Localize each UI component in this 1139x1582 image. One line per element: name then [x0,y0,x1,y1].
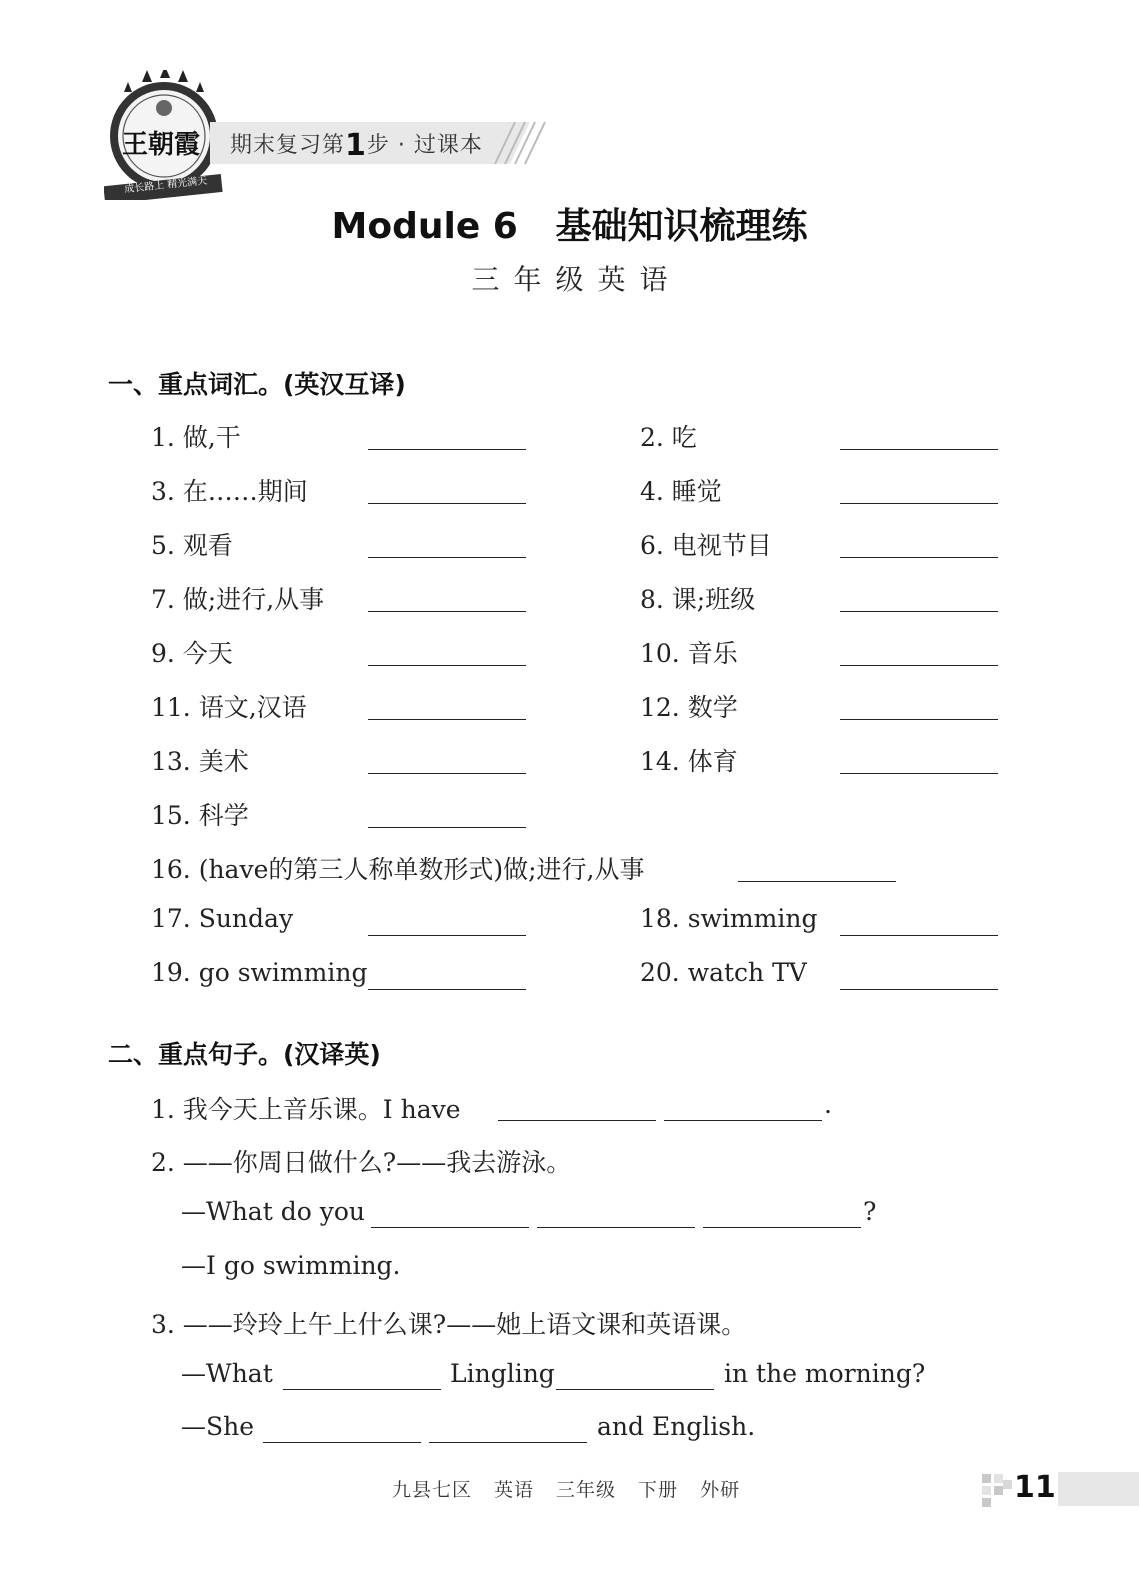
footer-publisher: 外研 [700,1479,741,1501]
vocab-item: 5. 观看 [151,531,233,560]
answer-blank[interactable] [368,827,526,828]
answer-blank[interactable] [368,665,526,666]
vocab-item: 7. 做;进行,从事 [151,585,325,614]
answer-blank[interactable] [840,719,998,720]
answer-blank[interactable] [368,449,526,450]
sentence-q3-line2-b: and English. [597,1412,756,1441]
vocab-item: 11. 语文,汉语 [151,693,307,722]
vocab-item: 2. 吃 [640,423,697,452]
answer-blank[interactable] [283,1389,441,1390]
page-corner-decoration [982,1498,991,1507]
footer-grade: 三年级 [556,1479,617,1501]
page-number-box [1058,1472,1139,1506]
vocab-item: 19. go swimming [151,958,368,987]
vocab-item: 20. watch TV [640,958,807,987]
vocab-item: 18. swimming [640,904,818,933]
page-number: 11 [1014,1470,1056,1505]
answer-blank[interactable] [371,1227,529,1228]
page-corner-decoration [982,1486,991,1495]
vocab-item: 3. 在……期间 [151,477,308,506]
section2-heading: 二、重点句子。(汉译英) [108,1040,381,1069]
answer-blank[interactable] [840,611,998,612]
answer-blank[interactable] [498,1120,656,1121]
vocab-item: 17. Sunday [151,904,294,933]
footer-region: 九县七区 [392,1479,473,1501]
answer-blank[interactable] [429,1442,587,1443]
answer-blank[interactable] [368,611,526,612]
sentence-q3-line1-a: —What [181,1359,273,1388]
answer-blank[interactable] [263,1442,421,1443]
sentence-q2-line1: —What do you [181,1197,365,1226]
sentence-q2-line2: —I go swimming. [181,1251,401,1280]
logo-name: 王朝霞 [122,130,201,160]
vocab-item: 15. 科学 [151,801,249,830]
answer-blank[interactable] [368,719,526,720]
answer-blank[interactable] [840,935,998,936]
answer-blank[interactable] [840,665,998,666]
footer-info [392,1475,762,1502]
page-title: Module 6 基础知识梳理练 [331,206,808,247]
answer-blank[interactable] [368,503,526,504]
sentence-q3-line1-b: Lingling [450,1359,555,1388]
answer-blank[interactable] [368,989,526,990]
sentence-q1-end: . [824,1090,832,1119]
vocab-item: 14. 体育 [640,747,738,776]
banner-prefix: 期末复习第 [230,133,346,158]
answer-blank[interactable] [368,773,526,774]
sentence-q2-line1-end: ? [863,1197,877,1226]
answer-blank[interactable] [840,773,998,774]
vocab-item: 12. 数学 [640,693,738,722]
vocab-item: 16. (have的第三人称单数形式)做;进行,从事 [151,855,645,884]
answer-blank[interactable] [556,1389,714,1390]
answer-blank[interactable] [840,449,998,450]
sentence-q3-prompt: 3. ——玲玲上午上什么课?——她上语文课和英语课。 [151,1310,747,1339]
answer-blank[interactable] [840,557,998,558]
page-corner-decoration [994,1486,1003,1495]
vocab-item: 10. 音乐 [640,639,738,668]
sentence-q3-line2-a: —She [181,1412,255,1441]
page-subtitle: 三年级英语 [471,263,682,296]
vocab-item: 9. 今天 [151,639,233,668]
section1-heading: 一、重点词汇。(英汉互译) [108,370,406,399]
banner-text [230,128,483,163]
answer-blank[interactable] [703,1227,861,1228]
vocab-item: 4. 睡觉 [640,477,722,506]
vocab-item: 8. 课;班级 [640,585,756,614]
vocab-item: 13. 美术 [151,747,249,776]
answer-blank[interactable] [840,503,998,504]
sentence-q2-prompt: 2. ——你周日做什么?——我去游泳。 [151,1148,572,1177]
vocab-item: 6. 电视节目 [640,531,772,560]
answer-blank[interactable] [664,1120,822,1121]
page-corner-decoration [1003,1480,1012,1489]
footer-subject: 英语 [494,1479,535,1501]
answer-blank[interactable] [738,881,896,882]
banner-step: 1 [345,128,367,163]
footer-volume: 下册 [638,1479,679,1501]
banner-suffix: 步 · 过课本 [366,133,483,158]
page-corner-decoration [994,1474,1003,1483]
page-corner-decoration [982,1474,991,1483]
answer-blank[interactable] [840,989,998,990]
sentence-q3-line1-c: in the morning? [724,1359,926,1388]
logo-slogan: 成长路上 精光满天 [123,175,208,196]
sentence-q1-prompt: 1. 我今天上音乐课。I have [151,1095,461,1124]
vocab-item: 1. 做,干 [151,423,241,452]
answer-blank[interactable] [368,557,526,558]
answer-blank[interactable] [537,1227,695,1228]
answer-blank[interactable] [368,935,526,936]
